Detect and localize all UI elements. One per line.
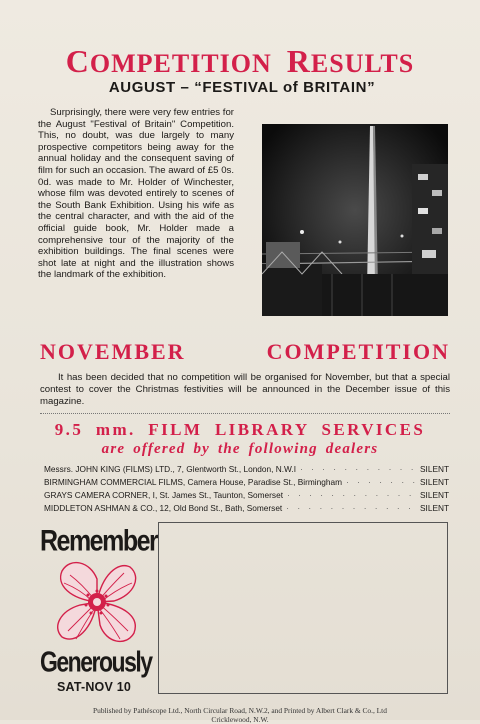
list-item: GRAYS CAMERA CORNER, I, St. James St., Taunton, Somerset · · · SILENT	[44, 489, 450, 502]
library-services-subtitle: are offered by the following dealers	[101, 441, 379, 457]
leader-dots	[286, 502, 416, 515]
results-subtitle: AUGUST – “FESTIVAL of BRITAIN”	[108, 79, 376, 96]
skylon-photo-illustration	[262, 124, 448, 316]
footer-line-2: Cricklewood, N.W.	[211, 715, 269, 724]
generously-heading: Generously	[40, 645, 152, 678]
competition-word: COMPETITION	[266, 339, 450, 364]
poppy-day-date: SAT-NOV 10	[56, 680, 131, 694]
competition-results-title	[0, 43, 480, 79]
section-divider	[40, 413, 450, 414]
list-item: Messrs. JOHN KING (FILMS) LTD., 7, Glentworth St., London, N.W.I · · · SILENT	[44, 463, 450, 476]
leader-dots	[287, 489, 416, 502]
footer-line-1: Published by Pathéscope Ltd., North Circular Road, N.W.2, and Printed by Albert Clark & Co., Ltd	[93, 706, 387, 715]
november-body-text: It has been decided that no competition will be organised for November, but that a special contest to cover the Christmas festivities will be announced in the December issue of this magazine.	[40, 372, 450, 407]
dealer-list	[44, 463, 450, 515]
library-services-title: 9.5 mm. FILM LIBRARY SERVICES	[54, 420, 426, 439]
remember-heading: Remember	[40, 524, 158, 558]
title-initial-c: C	[65, 43, 90, 79]
title-initial-r: R	[286, 43, 311, 79]
november-word: NOVEMBER	[40, 339, 186, 364]
november-competition-title	[40, 339, 450, 365]
title-word-2: ESULTS	[310, 49, 415, 78]
list-item: MIDDLETON ASHMAN & CO., 12, Old Bond St., Bath, Somerset · · · SILENT	[44, 502, 450, 515]
results-body-text: Surprisingly, there were very few entries for the August "Festival of Britain" Competition. This, no doubt, was due largely to many prospective competitors being away for the annual holiday and the consequent saving of film for such an occasion. The award of £5 0s. 0d. was made to Mr. Holder of Winchester, whose film was devoted entirely to scenes of the South Bank Exhibition. Using his wife as the central character, and with the aid of the official guide book, Mr. Holder made a comprehensive tour of the majority of the exhibition buildings. The final scenes were shot late at night and the illustration shows the landmark of the exhibition.	[38, 107, 234, 281]
leader-dots	[300, 463, 416, 476]
title-word-1: OMPETITION	[89, 49, 272, 78]
empty-advert-box	[158, 522, 448, 694]
festival-night-photo	[262, 124, 448, 316]
publisher-footer	[0, 706, 480, 724]
list-item: BIRMINGHAM COMMERCIAL FILMS, Camera House, Paradise St., Birmingham · · · SILENT	[44, 476, 450, 489]
leader-dots	[346, 476, 416, 489]
poppy-icon	[50, 555, 144, 649]
